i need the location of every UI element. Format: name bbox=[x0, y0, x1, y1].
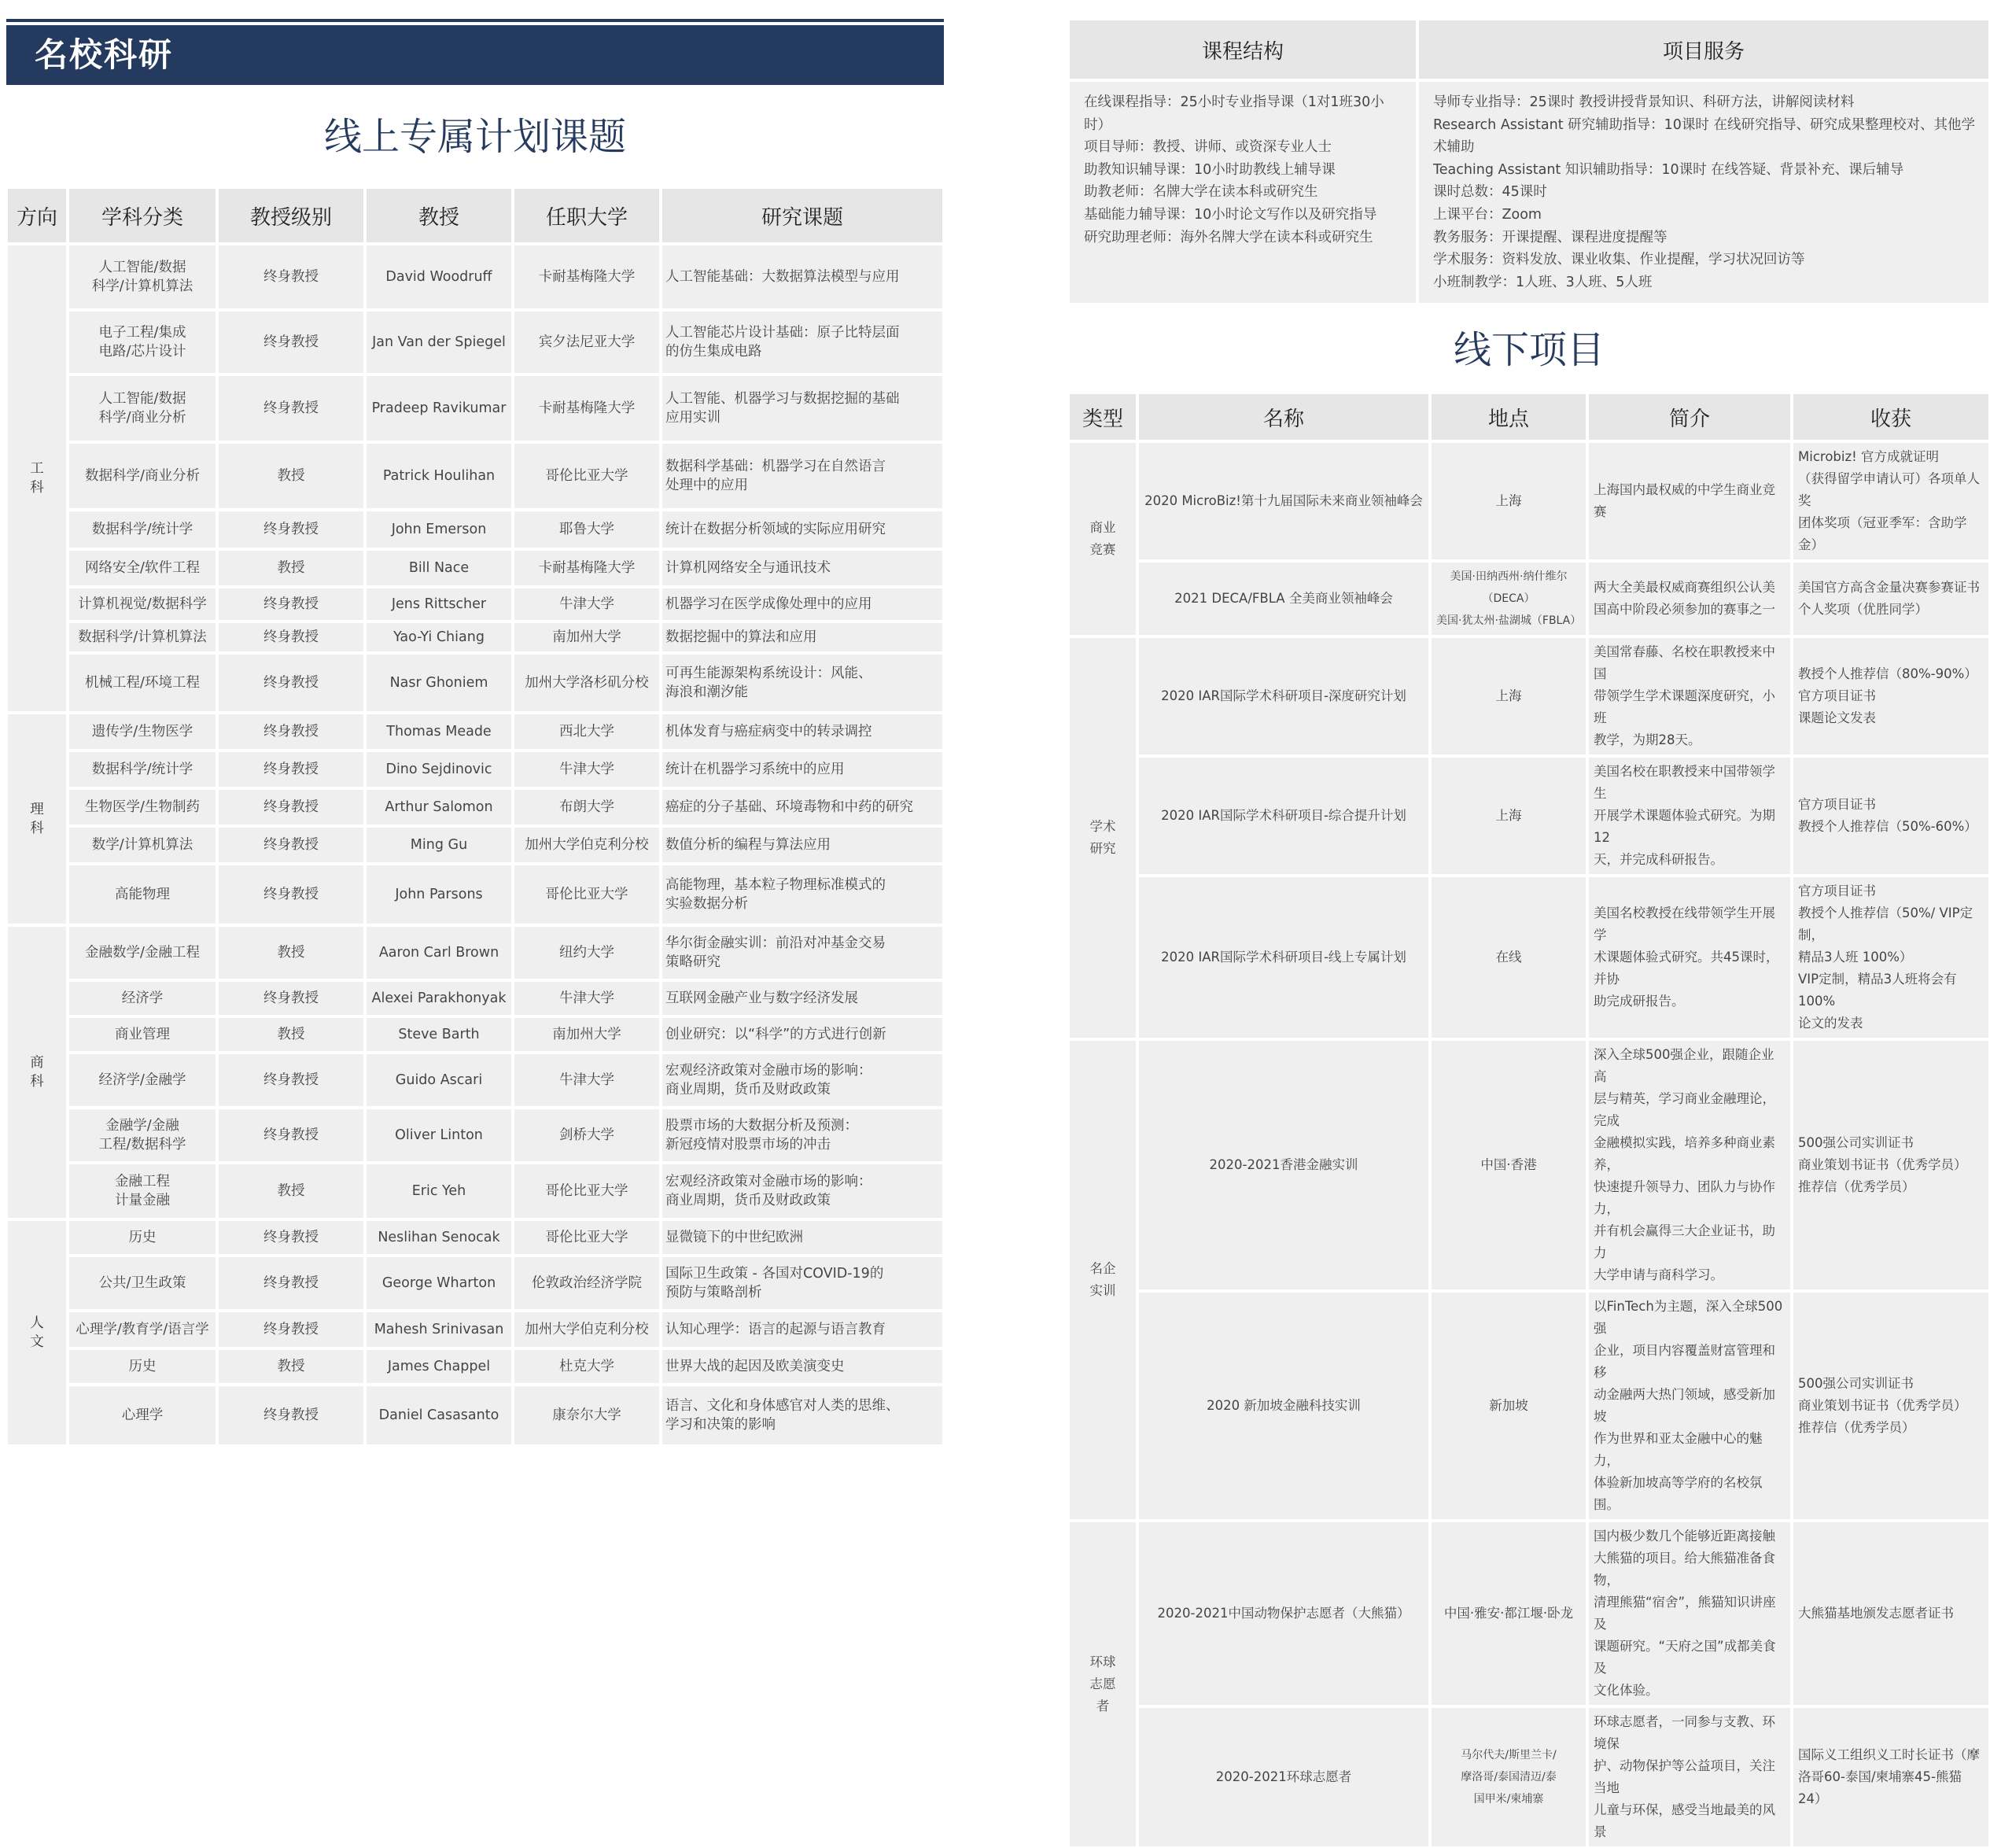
project-service-line: 导师专业指导：25课时 教授讲授背景知识、科研方法，讲解阅读材料 bbox=[1433, 94, 1855, 110]
course-table bbox=[1068, 19, 1990, 304]
research-topic-cell: 显微镜下的中世纪欧洲 bbox=[661, 1219, 944, 1256]
research-row bbox=[6, 510, 944, 549]
professor-level-cell: 终身教授 bbox=[217, 310, 365, 374]
professor-name-cell: Daniel Casasanto bbox=[365, 1385, 513, 1446]
university-cell: 牛津大学 bbox=[513, 980, 661, 1016]
research-topic-cell: 数据科学基础：机器学习在自然语言 处理中的应用 bbox=[661, 442, 944, 510]
university-cell: 杜克大学 bbox=[513, 1348, 661, 1385]
project-service-line: 学术服务：资料发放、课业收集、作业提醒，学习状况回访等 bbox=[1433, 252, 1805, 268]
research-topic-cell: 世界大战的起因及欧美演变史 bbox=[661, 1348, 944, 1385]
course-structure-header: 课程结构 bbox=[1068, 19, 1417, 80]
offline-row bbox=[1068, 1039, 1990, 1291]
column-header-professor: 教授 bbox=[365, 187, 513, 244]
subject-cell: 经济学/金融学 bbox=[68, 1053, 217, 1108]
research-table-body bbox=[6, 244, 944, 1446]
university-cell: 加州大学洛杉矶分校 bbox=[513, 653, 661, 713]
gain-cell: 教授个人推荐信（80%-90%） 官方项目证书 课题论文发表 bbox=[1792, 636, 1990, 756]
university-cell: 纽约大学 bbox=[513, 925, 661, 980]
intro-cell: 美国名校在职教授来中国带领学生 开展学术课题体验式研究。为期12 天，并完成科研报告。 bbox=[1587, 756, 1792, 876]
intro-cell: 美国常春藤、名校在职教授来中国 带领学生学术课题深度研究，小班 教学，为期28天。 bbox=[1587, 636, 1792, 756]
university-cell: 哥伦比亚大学 bbox=[513, 1163, 661, 1219]
location-cell: 上海 bbox=[1430, 756, 1587, 876]
professor-level-cell: 终身教授 bbox=[217, 1108, 365, 1163]
offline-header-gain: 收获 bbox=[1792, 393, 1990, 441]
university-cell: 卡耐基梅隆大学 bbox=[513, 549, 661, 587]
gain-cell: 500强公司实训证书 商业策划书证书（优秀学员） 推荐信（优秀学员） bbox=[1792, 1039, 1990, 1291]
professor-name-cell: James Chappel bbox=[365, 1348, 513, 1385]
subject-cell: 金融数学/金融工程 bbox=[68, 925, 217, 980]
program-name-cell: 2020-2021中国动物保护志愿者（大熊猫） bbox=[1137, 1521, 1430, 1706]
subject-cell: 数据科学/计算机算法 bbox=[68, 622, 217, 653]
intro-cell: 以FinTech为主题，深入全球500强 企业，项目内容覆盖财富管理和移 动金融两大热门领域，感受新加坡 作为世界和亚太金融中心的魅力， 体验新加坡高等学府的名校氛围。 bbox=[1587, 1291, 1792, 1521]
research-table bbox=[6, 187, 944, 1446]
research-row bbox=[6, 587, 944, 622]
professor-level-cell: 教授 bbox=[217, 442, 365, 510]
subject-cell: 计算机视觉/数据科学 bbox=[68, 587, 217, 622]
course-structure-line: 助教老师：名牌大学在读本科或研究生 bbox=[1084, 184, 1318, 201]
research-topic-cell: 统计在数据分析领域的实际应用研究 bbox=[661, 510, 944, 549]
professor-name-cell: Guido Ascari bbox=[365, 1053, 513, 1108]
intro-cell: 国内极少数几个能够近距离接触 大熊猫的项目。给大熊猫准备食物， 清理熊猫“宿舍”，熊猫知识讲座及 课题研究。“天府之国”成都美食及 文化体验。 bbox=[1587, 1521, 1792, 1706]
university-cell: 牛津大学 bbox=[513, 587, 661, 622]
research-topic-cell: 癌症的分子基础、环境毒物和中药的研究 bbox=[661, 788, 944, 826]
course-structure-line: 在线课程指导：25小时专业指导课（1对1班30小时） bbox=[1084, 94, 1384, 133]
professor-level-cell: 教授 bbox=[217, 1016, 365, 1053]
project-service-line: Teaching Assistant 知识辅助指导：10课时 在线答疑、背景补充、课后辅导 bbox=[1433, 161, 1904, 178]
university-cell: 哥伦比亚大学 bbox=[513, 442, 661, 510]
gain-cell: 官方项目证书 教授个人推荐信（50%/ VIP定制， 精品3人班 100%） VIP定制，精品3人班将会有100% 论文的发表 bbox=[1792, 876, 1990, 1039]
professor-level-cell: 终身教授 bbox=[217, 1311, 365, 1348]
subject-cell: 金融学/金融 工程/数据科学 bbox=[68, 1108, 217, 1163]
project-service-line: 上课平台：Zoom bbox=[1433, 206, 1542, 223]
subject-cell: 心理学 bbox=[68, 1385, 217, 1446]
professor-name-cell: Steve Barth bbox=[365, 1016, 513, 1053]
location-cell: 美国·田纳西州·纳什维尔（DECA） 美国·犹太州·盐湖城（FBLA） bbox=[1430, 561, 1587, 636]
subject-cell: 数据科学/统计学 bbox=[68, 751, 217, 788]
column-header-direction: 方向 bbox=[6, 187, 68, 244]
gain-cell: 大熊猫基地颁发志愿者证书 bbox=[1792, 1521, 1990, 1706]
project-services-cell bbox=[1417, 80, 1990, 304]
professor-level-cell: 教授 bbox=[217, 1163, 365, 1219]
offline-header-type: 类型 bbox=[1068, 393, 1137, 441]
intro-cell: 美国名校教授在线带领学生开展学 术课题体验式研究。共45课时，并协 助完成研报告。 bbox=[1587, 876, 1792, 1039]
professor-level-cell: 终身教授 bbox=[217, 713, 365, 751]
professor-level-cell: 终身教授 bbox=[217, 826, 365, 864]
research-row bbox=[6, 713, 944, 751]
offline-row bbox=[1068, 876, 1990, 1039]
location-cell: 上海 bbox=[1430, 441, 1587, 561]
research-row bbox=[6, 1311, 944, 1348]
project-services-header: 项目服务 bbox=[1417, 19, 1990, 80]
university-cell: 哥伦比亚大学 bbox=[513, 1219, 661, 1256]
intro-cell: 上海国内最权威的中学生商业竞赛 bbox=[1587, 441, 1792, 561]
offline-row bbox=[1068, 441, 1990, 561]
subject-cell: 人工智能/数据 科学/商业分析 bbox=[68, 374, 217, 442]
course-structure-line: 研究助理老师：海外名牌大学在读本科或研究生 bbox=[1084, 229, 1373, 245]
subject-cell: 网络安全/软件工程 bbox=[68, 549, 217, 587]
professor-name-cell: John Emerson bbox=[365, 510, 513, 549]
subject-cell: 数学/计算机算法 bbox=[68, 826, 217, 864]
offline-section-title: 线下项目 bbox=[1453, 328, 1605, 373]
research-topic-cell: 华尔街金融实训：前沿对冲基金交易 策略研究 bbox=[661, 925, 944, 980]
professor-level-cell: 终身教授 bbox=[217, 751, 365, 788]
column-header-topic: 研究课题 bbox=[661, 187, 944, 244]
subject-cell: 遗传学/生物医学 bbox=[68, 713, 217, 751]
professor-name-cell: Neslihan Senocak bbox=[365, 1219, 513, 1256]
project-service-line: 教务服务：开课提醒、课程进度提醒等 bbox=[1433, 229, 1668, 245]
gain-cell: 美国官方高含金量决赛参赛证书 个人奖项（优胜同学） bbox=[1792, 561, 1990, 636]
type-cell: 环球 志愿 者 bbox=[1068, 1521, 1137, 1848]
program-name-cell: 2021 DECA/FBLA 全美商业领袖峰会 bbox=[1137, 561, 1430, 636]
subject-cell: 经济学 bbox=[68, 980, 217, 1016]
direction-cell: 工 科 bbox=[6, 244, 68, 713]
university-cell: 伦敦政治经济学院 bbox=[513, 1256, 661, 1311]
research-topic-cell: 宏观经济政策对金融市场的影响： 商业周期，货币及财政政策 bbox=[661, 1163, 944, 1219]
research-row bbox=[6, 549, 944, 587]
research-row bbox=[6, 374, 944, 442]
professor-level-cell: 终身教授 bbox=[217, 788, 365, 826]
professor-name-cell: Arthur Salomon bbox=[365, 788, 513, 826]
research-topic-cell: 统计在机器学习系统中的应用 bbox=[661, 751, 944, 788]
professor-name-cell: Dino Sejdinovic bbox=[365, 751, 513, 788]
professor-name-cell: Nasr Ghoniem bbox=[365, 653, 513, 713]
professor-name-cell: John Parsons bbox=[365, 864, 513, 925]
type-cell: 名企 实训 bbox=[1068, 1039, 1137, 1521]
research-row bbox=[6, 442, 944, 510]
location-cell: 中国·雅安·都江堰·卧龙 bbox=[1430, 1521, 1587, 1706]
professor-level-cell: 终身教授 bbox=[217, 1256, 365, 1311]
course-structure-cell bbox=[1068, 80, 1417, 304]
research-row bbox=[6, 788, 944, 826]
research-row bbox=[6, 1108, 944, 1163]
research-topic-cell: 人工智能基础：大数据算法模型与应用 bbox=[661, 244, 944, 310]
subject-cell: 数据科学/商业分析 bbox=[68, 442, 217, 510]
location-cell: 新加坡 bbox=[1430, 1291, 1587, 1521]
professor-name-cell: Thomas Meade bbox=[365, 713, 513, 751]
professor-name-cell: Alexei Parakhonyak bbox=[365, 980, 513, 1016]
program-name-cell: 2020-2021环球志愿者 bbox=[1137, 1706, 1430, 1848]
subject-cell: 心理学/教育学/语言学 bbox=[68, 1311, 217, 1348]
professor-name-cell: Ming Gu bbox=[365, 826, 513, 864]
university-cell: 牛津大学 bbox=[513, 1053, 661, 1108]
subject-cell: 公共/卫生政策 bbox=[68, 1256, 217, 1311]
course-structure-line: 基础能力辅导课：10小时论文写作以及研究指导 bbox=[1084, 206, 1377, 223]
program-name-cell: 2020 MicroBiz!第十九届国际未来商业领袖峰会 bbox=[1137, 441, 1430, 561]
research-topic-cell: 高能物理，基本粒子物理标准模式的 实验数据分析 bbox=[661, 864, 944, 925]
professor-level-cell: 终身教授 bbox=[217, 587, 365, 622]
university-cell: 南加州大学 bbox=[513, 622, 661, 653]
research-topic-cell: 可再生能源架构系统设计：风能、 海浪和潮汐能 bbox=[661, 653, 944, 713]
professor-name-cell: Bill Nace bbox=[365, 549, 513, 587]
direction-cell: 理 科 bbox=[6, 713, 68, 925]
research-topic-cell: 机器学习在医学成像处理中的应用 bbox=[661, 587, 944, 622]
intro-cell: 两大全美最权威商赛组织公认美 国高中阶段必须参加的赛事之一 bbox=[1587, 561, 1792, 636]
location-cell: 上海 bbox=[1430, 636, 1587, 756]
subject-cell: 人工智能/数据 科学/计算机算法 bbox=[68, 244, 217, 310]
professor-name-cell: George Wharton bbox=[365, 1256, 513, 1311]
research-topic-cell: 人工智能、机器学习与数据挖掘的基础 应用实训 bbox=[661, 374, 944, 442]
research-row bbox=[6, 310, 944, 374]
professor-name-cell: Patrick Houlihan bbox=[365, 442, 513, 510]
left-panel bbox=[6, 19, 944, 1446]
location-cell: 马尔代夫/斯里兰卡/ 摩洛哥/泰国清迈/泰 国甲米/柬埔寨 bbox=[1430, 1706, 1587, 1848]
intro-cell: 环球志愿者，一同参与支教、环境保 护、动物保护等公益项目，关注当地 儿童与环保，感受当地最美的风景 bbox=[1587, 1706, 1792, 1848]
research-topic-cell: 机体发育与癌症病变中的转录调控 bbox=[661, 713, 944, 751]
professor-name-cell: Mahesh Srinivasan bbox=[365, 1311, 513, 1348]
subject-cell: 数据科学/统计学 bbox=[68, 510, 217, 549]
brand-banner: 名校科研 bbox=[6, 25, 944, 85]
research-row bbox=[6, 653, 944, 713]
gain-cell: 国际义工组织义工时长证书（摩 洛哥60-泰国/柬埔寨45-熊猫24） bbox=[1792, 1706, 1990, 1848]
research-topic-cell: 互联网金融产业与数字经济发展 bbox=[661, 980, 944, 1016]
course-body-row bbox=[1068, 80, 1990, 304]
professor-level-cell: 教授 bbox=[217, 549, 365, 587]
column-header-subject: 学科分类 bbox=[68, 187, 217, 244]
university-cell: 耶鲁大学 bbox=[513, 510, 661, 549]
research-topic-cell: 数值分析的编程与算法应用 bbox=[661, 826, 944, 864]
university-cell: 哥伦比亚大学 bbox=[513, 864, 661, 925]
research-row bbox=[6, 622, 944, 653]
course-structure-line: 助教知识辅导课：10小时助教线上辅导课 bbox=[1084, 161, 1336, 178]
research-topic-cell: 人工智能芯片设计基础：原子比特层面 的仿生集成电路 bbox=[661, 310, 944, 374]
intro-cell: 深入全球500强企业，跟随企业高 层与精英，学习商业金融理论，完成 金融模拟实践，培养多种商业素养， 快速提升领导力、团队力与协作力， 并有机会赢得三大企业证书，助力 大学申请与商科学习。 bbox=[1587, 1039, 1792, 1291]
university-cell: 卡耐基梅隆大学 bbox=[513, 244, 661, 310]
university-cell: 剑桥大学 bbox=[513, 1108, 661, 1163]
subject-cell: 金融工程 计量金融 bbox=[68, 1163, 217, 1219]
offline-row bbox=[1068, 636, 1990, 756]
online-section-title: 线上专属计划课题 bbox=[323, 115, 626, 159]
professor-name-cell: Aaron Carl Brown bbox=[365, 925, 513, 980]
university-cell: 康奈尔大学 bbox=[513, 1385, 661, 1446]
program-name-cell: 2020 IAR国际学术科研项目-线上专属计划 bbox=[1137, 876, 1430, 1039]
research-row bbox=[6, 826, 944, 864]
research-row bbox=[6, 864, 944, 925]
professor-name-cell: Eric Yeh bbox=[365, 1163, 513, 1219]
subject-cell: 生物医学/生物制药 bbox=[68, 788, 217, 826]
offline-table-body bbox=[1068, 441, 1990, 1848]
location-cell: 中国·香港 bbox=[1430, 1039, 1587, 1291]
program-name-cell: 2020 IAR国际学术科研项目-深度研究计划 bbox=[1137, 636, 1430, 756]
professor-name-cell: Yao-Yi Chiang bbox=[365, 622, 513, 653]
course-header-row bbox=[1068, 19, 1990, 80]
research-row bbox=[6, 751, 944, 788]
professor-name-cell: David Woodruff bbox=[365, 244, 513, 310]
research-topic-cell: 国际卫生政策 - 各国对COVID-19的 预防与策略剖析 bbox=[661, 1256, 944, 1311]
gain-cell: Microbiz! 官方成就证明 （获得留学申请认可）各项单人奖 团体奖项（冠亚季军：含助学金） bbox=[1792, 441, 1990, 561]
research-row bbox=[6, 1256, 944, 1311]
program-name-cell: 2020 IAR国际学术科研项目-综合提升计划 bbox=[1137, 756, 1430, 876]
professor-level-cell: 教授 bbox=[217, 1348, 365, 1385]
research-topic-cell: 语言、文化和身体感官对人类的思维、 学习和决策的影响 bbox=[661, 1385, 944, 1446]
type-cell: 商业 竞赛 bbox=[1068, 441, 1137, 636]
research-row bbox=[6, 1016, 944, 1053]
research-row bbox=[6, 1163, 944, 1219]
research-row bbox=[6, 1219, 944, 1256]
research-topic-cell: 股票市场的大数据分析及预测： 新冠疫情对股票市场的冲击 bbox=[661, 1108, 944, 1163]
offline-row bbox=[1068, 1706, 1990, 1848]
professor-name-cell: Oliver Linton bbox=[365, 1108, 513, 1163]
research-topic-cell: 数据挖掘中的算法和应用 bbox=[661, 622, 944, 653]
location-cell: 在线 bbox=[1430, 876, 1587, 1039]
program-name-cell: 2020-2021香港金融实训 bbox=[1137, 1039, 1430, 1291]
research-row bbox=[6, 1348, 944, 1385]
university-cell: 布朗大学 bbox=[513, 788, 661, 826]
university-cell: 宾夕法尼亚大学 bbox=[513, 310, 661, 374]
offline-row bbox=[1068, 1291, 1990, 1521]
project-service-line: 小班制教学：1人班、3人班、5人班 bbox=[1433, 274, 1653, 290]
research-topic-cell: 宏观经济政策对金融市场的影响： 商业周期，货币及财政政策 bbox=[661, 1053, 944, 1108]
research-header-row bbox=[6, 187, 944, 244]
gain-cell: 官方项目证书 教授个人推荐信（50%-60%） bbox=[1792, 756, 1990, 876]
program-name-cell: 2020 新加坡金融科技实训 bbox=[1137, 1291, 1430, 1521]
column-header-level: 教授级别 bbox=[217, 187, 365, 244]
subject-cell: 电子工程/集成 电路/芯片设计 bbox=[68, 310, 217, 374]
direction-cell: 人 文 bbox=[6, 1219, 68, 1446]
professor-name-cell: Jens Rittscher bbox=[365, 587, 513, 622]
project-service-line: 课时总数：45课时 bbox=[1433, 184, 1547, 201]
professor-level-cell: 终身教授 bbox=[217, 510, 365, 549]
research-topic-cell: 认知心理学：语言的起源与语言教育 bbox=[661, 1311, 944, 1348]
type-cell: 学术 研究 bbox=[1068, 636, 1137, 1039]
direction-cell: 商 科 bbox=[6, 925, 68, 1219]
subject-cell: 机械工程/环境工程 bbox=[68, 653, 217, 713]
subject-cell: 商业管理 bbox=[68, 1016, 217, 1053]
top-rule bbox=[6, 19, 944, 22]
project-service-line: Research Assistant 研究辅助指导：10课时 在线研究指导、研究成果整理校对、其他学术辅助 bbox=[1433, 116, 1975, 156]
professor-level-cell: 终身教授 bbox=[217, 1053, 365, 1108]
research-row bbox=[6, 1385, 944, 1446]
professor-level-cell: 教授 bbox=[217, 925, 365, 980]
research-topic-cell: 计算机网络安全与通讯技术 bbox=[661, 549, 944, 587]
research-row bbox=[6, 925, 944, 980]
professor-level-cell: 终身教授 bbox=[217, 653, 365, 713]
subject-cell: 历史 bbox=[68, 1219, 217, 1256]
professor-level-cell: 终身教授 bbox=[217, 864, 365, 925]
professor-level-cell: 终身教授 bbox=[217, 1385, 365, 1446]
university-cell: 加州大学伯克利分校 bbox=[513, 1311, 661, 1348]
university-cell: 加州大学伯克利分校 bbox=[513, 826, 661, 864]
offline-table bbox=[1068, 393, 1990, 1848]
research-row bbox=[6, 1053, 944, 1108]
professor-level-cell: 终身教授 bbox=[217, 244, 365, 310]
university-cell: 西北大学 bbox=[513, 713, 661, 751]
professor-level-cell: 终身教授 bbox=[217, 374, 365, 442]
right-panel bbox=[1068, 19, 1990, 1848]
offline-row bbox=[1068, 561, 1990, 636]
professor-name-cell: Jan Van der Spiegel bbox=[365, 310, 513, 374]
professor-level-cell: 终身教授 bbox=[217, 1219, 365, 1256]
professor-level-cell: 终身教授 bbox=[217, 622, 365, 653]
offline-row bbox=[1068, 756, 1990, 876]
research-row bbox=[6, 980, 944, 1016]
offline-row bbox=[1068, 1521, 1990, 1706]
professor-level-cell: 终身教授 bbox=[217, 980, 365, 1016]
university-cell: 卡耐基梅隆大学 bbox=[513, 374, 661, 442]
research-row bbox=[6, 244, 944, 310]
course-structure-line: 项目导师：教授、讲师、或资深专业人士 bbox=[1084, 139, 1332, 156]
subject-cell: 历史 bbox=[68, 1348, 217, 1385]
offline-header-intro: 简介 bbox=[1587, 393, 1792, 441]
subject-cell: 高能物理 bbox=[68, 864, 217, 925]
offline-header-row bbox=[1068, 393, 1990, 441]
offline-header-name: 名称 bbox=[1137, 393, 1430, 441]
research-topic-cell: 创业研究：以“科学”的方式进行创新 bbox=[661, 1016, 944, 1053]
gain-cell: 500强公司实训证书 商业策划书证书（优秀学员） 推荐信（优秀学员） bbox=[1792, 1291, 1990, 1521]
offline-header-location: 地点 bbox=[1430, 393, 1587, 441]
university-cell: 牛津大学 bbox=[513, 751, 661, 788]
column-header-university: 任职大学 bbox=[513, 187, 661, 244]
university-cell: 南加州大学 bbox=[513, 1016, 661, 1053]
professor-name-cell: Pradeep Ravikumar bbox=[365, 374, 513, 442]
